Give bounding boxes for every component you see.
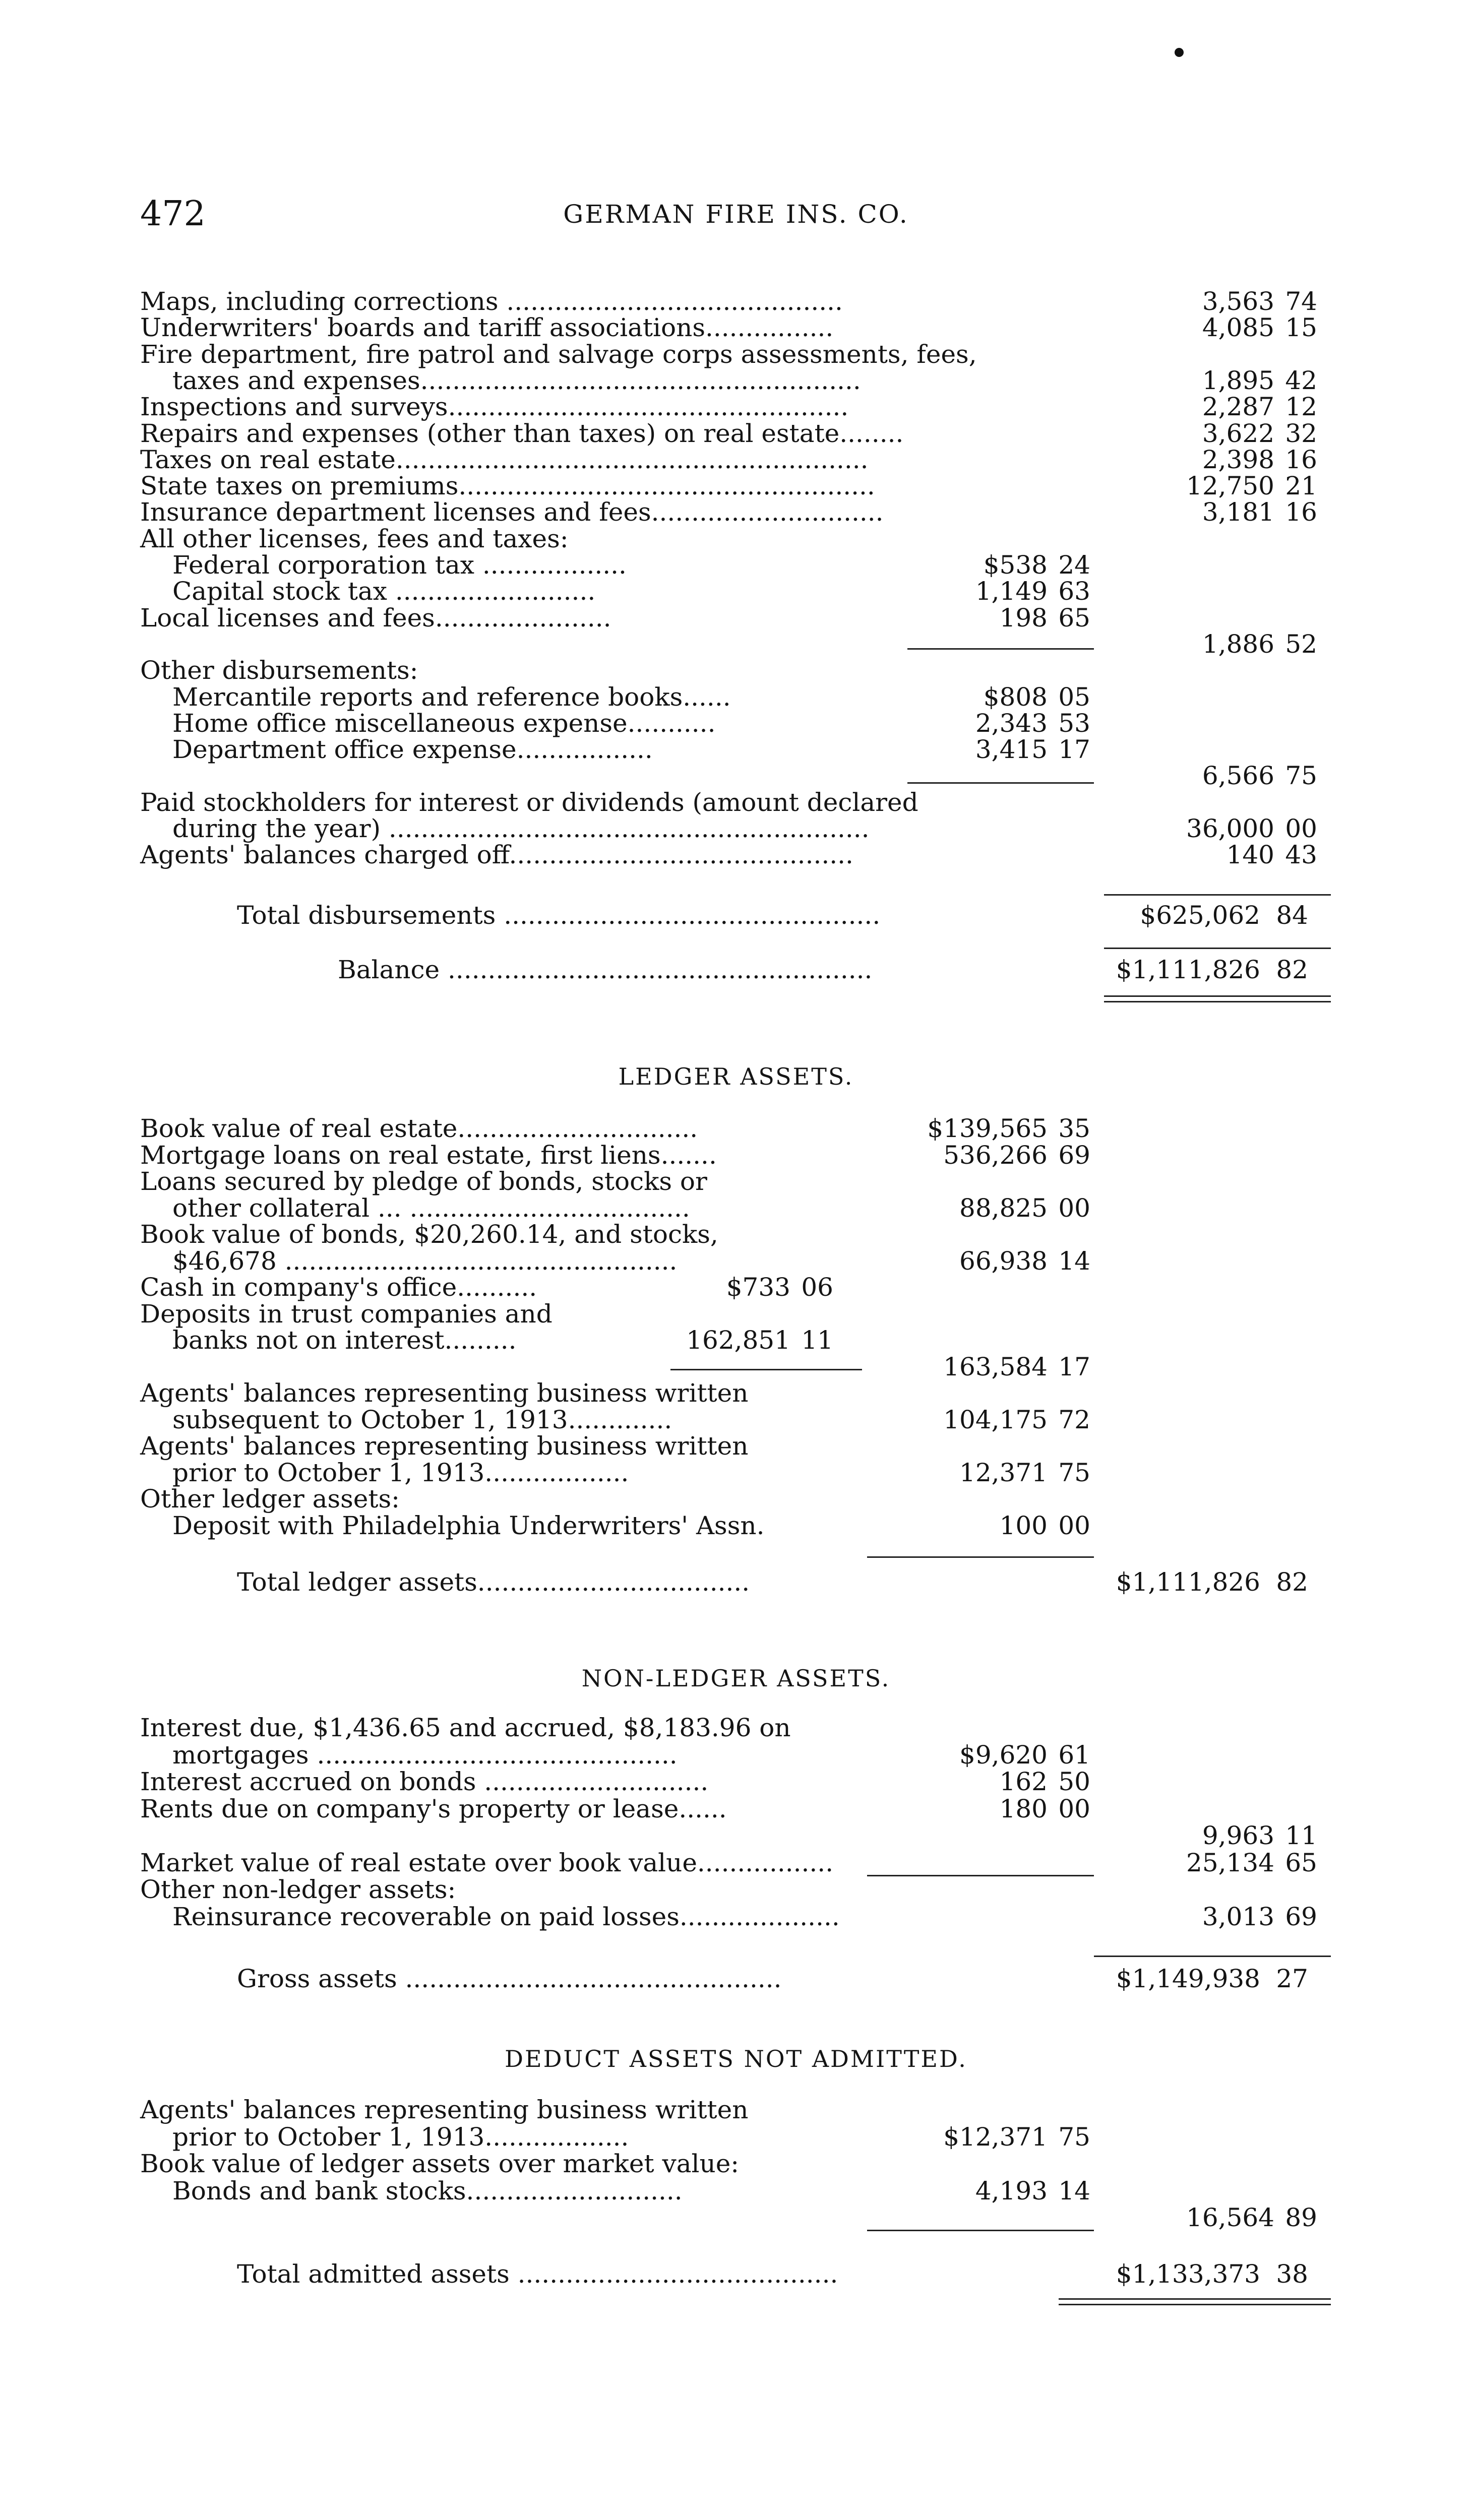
line-label: Market value of real estate over book value................. [140,1848,834,1877]
line-label: Agents' balances charged off........................................... [140,840,853,870]
line-label: prior to October 1, 1913.................. [172,1458,629,1487]
running-head: GERMAN FIRE INS. CO. [563,200,909,229]
outer-amount: 6,566 [1202,761,1274,791]
ledger-asset-line [140,1407,1340,1433]
balance-value: $1,111,826 [1116,955,1260,984]
line-label: Reinsurance recoverable on paid losses.................... [172,1902,840,1931]
total-disbursements-value: $625,062 [1140,901,1260,930]
disbursement-line [140,657,1340,683]
line-label: Book value of bonds, $20,260.14, and stocks, [140,1220,718,1249]
line-label: $46,678 ................................................. [172,1246,678,1276]
inner-cents: 69 [1058,1140,1090,1170]
inner-cents: 50 [1058,1767,1090,1796]
outer-amount: 36,000 [1186,814,1274,843]
outer-cents: 11 [1285,1821,1317,1850]
disbursement-line [140,578,1340,604]
inner-amount: 12,371 [959,1458,1048,1487]
outer-amount: 3,013 [1202,1902,1274,1931]
disbursement-line [140,684,1340,710]
line-label: Underwriters' boards and tariff associations................ [140,313,834,343]
disbursement-line [140,367,1340,394]
total-admitted-value: $1,133,373 [1116,2259,1260,2289]
line-label: Agents' balances representing business written [140,2095,749,2124]
non-ledger-asset-line [140,1769,1340,1795]
outer-cents: 16 [1285,497,1317,527]
line-label: Repairs and expenses (other than taxes) on real estate........ [140,418,904,448]
outer-amount: 4,085 [1202,313,1274,343]
outer-amount: 3,563 [1202,287,1274,316]
page-header [0,194,1472,234]
line-label: Cash in company's office.......... [140,1273,537,1302]
total-admitted-label: Total admitted assets ........................................ [237,2259,838,2289]
outer-amount: 140 [1226,840,1274,870]
outer-cents: 12 [1285,392,1317,422]
line-label: Inspections and surveys.................................................. [140,392,849,422]
line-label: Interest accrued on bonds ............................ [140,1767,709,1796]
ledger-asset-line [140,1433,1340,1459]
outer-amount: 16,564 [1186,2203,1274,2232]
line-label: Bonds and bank stocks........................... [172,2176,683,2206]
subtotal-rule [670,1369,862,1370]
disbursement-line [140,526,1340,552]
line-label: Fire department, fire patrol and salvage corps assessments, fees, [140,339,977,369]
inner-cents: 17 [1058,735,1090,765]
total-admitted-cents: 38 [1276,2259,1308,2289]
ledger-asset-line [140,1380,1340,1406]
outer-amount: 2,287 [1202,392,1274,422]
ledger-asset-line [140,1221,1340,1247]
disbursement-line [140,631,1340,657]
line-label: State taxes on premiums.................................................... [140,471,875,501]
inner-amount: $139,565 [927,1114,1048,1143]
line-label: during the year) ............................................................ [172,814,870,843]
inner-amount: 104,175 [943,1405,1048,1434]
total-ledger-label: Total ledger assets.................................. [237,1567,750,1597]
outer-amount: 3,181 [1202,497,1274,527]
disbursement-line [140,499,1340,525]
inner-amount: 163,584 [943,1352,1048,1381]
line-label: Local licenses and fees...................... [140,603,611,633]
ledger-asset-line [140,1486,1340,1512]
disbursement-line [140,763,1340,789]
ledger-asset-line [140,1248,1340,1274]
inner-amount: $12,371 [943,2122,1048,2152]
inner-cents: 72 [1058,1405,1090,1434]
deduct-line [140,2124,1340,2150]
line-label: Book value of ledger assets over market value: [140,2149,740,2178]
sub-cents: 06 [801,1273,833,1302]
inner-amount: 3,415 [975,735,1048,765]
line-label: subsequent to October 1, 1913............. [172,1405,672,1434]
line-label: Deposits in trust companies and [140,1299,553,1329]
ledger-asset-line [140,1274,1340,1300]
deduct-assets-heading: DEDUCT ASSETS NOT ADMITTED. [505,2045,967,2072]
disbursement-line [140,842,1340,868]
sub-amount: 162,851 [686,1326,790,1355]
inner-cents: 00 [1058,1510,1090,1540]
total-disbursements-cents: 84 [1276,901,1308,930]
line-label: Rents due on company's property or lease...... [140,1794,727,1823]
line-label: Book value of real estate.............................. [140,1114,698,1143]
outer-cents: 52 [1285,629,1317,659]
total-ledger-cents: 82 [1276,1567,1308,1597]
outer-amount: 9,963 [1202,1821,1274,1850]
outer-cents: 32 [1285,418,1317,448]
ledger-asset-line [140,1115,1340,1142]
line-label: Mercantile reports and reference books...... [172,682,731,712]
inner-amount: 198 [999,603,1048,633]
inner-amount: 180 [999,1794,1048,1823]
ledger-asset-line [140,1327,1340,1353]
line-label: banks not on interest......... [172,1326,517,1355]
outer-amount: 1,895 [1202,365,1274,395]
inner-amount: $9,620 [959,1740,1048,1770]
inner-cents: 14 [1058,2176,1090,2206]
outer-amount: 1,886 [1202,629,1274,659]
inner-cents: 35 [1058,1114,1090,1143]
deduct-line [140,2178,1340,2204]
outer-cents: 69 [1285,1902,1317,1931]
outer-cents: 43 [1285,840,1317,870]
gross-assets-value: $1,149,938 [1116,1964,1260,1993]
line-label: Other disbursements: [140,656,418,685]
subtotal-rule [907,648,1094,650]
outer-cents: 21 [1285,471,1317,501]
non-ledger-asset-line [140,1822,1340,1849]
inner-amount: $808 [983,682,1048,712]
line-label: Federal corporation tax .................. [172,550,627,580]
sub-amount: $733 [726,1273,790,1302]
inner-cents: 24 [1058,550,1090,580]
subtotal-rule [907,782,1094,784]
non-ledger-asset-line [140,1904,1340,1930]
inner-cents: 00 [1058,1794,1090,1823]
line-label: Home office miscellaneous expense........... [172,708,716,738]
disbursement-line [140,736,1340,763]
inner-amount: 1,149 [975,577,1048,606]
ledger-asset-line [140,1510,1340,1540]
inner-amount: $538 [983,550,1048,580]
outer-cents: 75 [1285,761,1317,791]
double-rule [1059,2298,1331,2305]
ledger-asset-line [140,1354,1340,1380]
line-label: Insurance department licenses and fees............................. [140,497,884,527]
inner-amount: 100 [999,1510,1048,1540]
disbursement-line [140,710,1340,736]
page-number: 472 [140,194,206,234]
inner-cents: 53 [1058,708,1090,738]
line-label: Interest due, $1,436.65 and accrued, $8,183.96 on [140,1713,791,1742]
ledger-asset-line [140,1195,1340,1221]
line-label: Maps, including corrections .......................................... [140,287,843,316]
subtotal-rule [867,1875,1094,1876]
total-ledger-value: $1,111,826 [1116,1567,1260,1597]
inner-cents: 63 [1058,577,1090,606]
inner-cents: 61 [1058,1740,1090,1770]
outer-cents: 00 [1285,814,1317,843]
line-label: taxes and expenses....................................................... [172,365,861,395]
inner-cents: 00 [1058,1193,1090,1223]
line-label: prior to October 1, 1913.................. [172,2122,629,2152]
ink-speck [1175,48,1184,57]
disbursement-line [140,447,1340,473]
balance-cents: 82 [1276,955,1308,984]
line-label: Agents' balances representing business written [140,1431,749,1461]
ledger-asset-line [140,1301,1340,1327]
sub-cents: 11 [801,1326,833,1355]
disbursement-line [140,341,1340,367]
double-rule [1104,995,1331,1002]
disbursement-line [140,815,1340,842]
inner-cents: 17 [1058,1352,1090,1381]
non-ledger-assets-heading: NON-LEDGER ASSETS. [581,1665,891,1692]
inner-amount: 162 [999,1767,1048,1796]
outer-amount: 12,750 [1186,471,1274,501]
total-rule [1104,894,1331,896]
deduct-line [140,2151,1340,2177]
line-label: Mortgage loans on real estate, first liens....... [140,1140,717,1170]
non-ledger-asset-line [140,1742,1340,1768]
ledger-asset-line [140,1168,1340,1194]
inner-amount: 4,193 [975,2176,1048,2206]
line-label: Taxes on real estate........................................................... [140,445,869,474]
disbursement-line [140,789,1340,815]
ledger-assets-heading: LEDGER ASSETS. [618,1063,854,1090]
line-label: Department office expense................. [172,735,653,765]
line-label: Other ledger assets: [140,1484,400,1514]
inner-cents: 75 [1058,2122,1090,2152]
disbursement-line [140,552,1340,578]
line-label: All other licenses, fees and taxes: [140,524,569,553]
non-ledger-asset-line [140,1796,1340,1822]
disbursement-line [140,314,1340,341]
inner-amount: 66,938 [959,1246,1048,1276]
ledger-asset-line [140,1142,1340,1168]
inner-cents: 05 [1058,682,1090,712]
inner-cents: 14 [1058,1246,1090,1276]
outer-cents: 74 [1285,287,1317,316]
line-label: mortgages ............................................. [172,1740,678,1770]
line-label: Paid stockholders for interest or dividends (amount declared [140,787,918,817]
line-label: Capital stock tax ......................... [172,577,596,606]
outer-cents: 89 [1285,2203,1317,2232]
total-disbursements-label: Total disbursements ............................................... [237,901,881,930]
line-label: other collateral ... ................................... [172,1193,690,1223]
inner-amount: 2,343 [975,708,1048,738]
disbursement-line [140,288,1340,314]
inner-amount: 88,825 [959,1193,1048,1223]
total-rule [1094,1956,1331,1957]
total-rule [867,1556,1094,1558]
outer-cents: 16 [1285,445,1317,474]
inner-amount: 536,266 [943,1140,1048,1170]
line-label: Agents' balances representing business written [140,1378,749,1408]
total-rule [1104,948,1331,949]
subtotal-rule [867,2230,1094,2231]
outer-amount: 3,622 [1202,418,1274,448]
disbursement-line [140,394,1340,420]
disbursement-line [140,605,1340,631]
line-label: Deposit with Philadelphia Underwriters' Assn. [172,1510,765,1540]
deduct-line [140,2097,1340,2123]
line-label: Other non-ledger assets: [140,1875,456,1904]
non-ledger-asset-line [140,1876,1340,1903]
balance-label: Balance ..................................................... [338,955,873,984]
outer-amount: 2,398 [1202,445,1274,474]
outer-amount: 25,134 [1186,1848,1274,1877]
gross-assets-label: Gross assets ............................................... [237,1964,782,1993]
outer-cents: 15 [1285,313,1317,343]
non-ledger-asset-line [140,1715,1340,1741]
deduct-line [140,2204,1340,2231]
non-ledger-asset-line [140,1850,1340,1876]
outer-cents: 65 [1285,1848,1317,1877]
gross-assets-cents: 27 [1276,1964,1308,1993]
inner-cents: 65 [1058,603,1090,633]
ledger-asset-line [140,1460,1340,1486]
disbursement-line [140,473,1340,499]
disbursement-line [140,420,1340,447]
line-label: Loans secured by pledge of bonds, stocks or [140,1167,707,1196]
inner-cents: 75 [1058,1458,1090,1487]
outer-cents: 42 [1285,365,1317,395]
